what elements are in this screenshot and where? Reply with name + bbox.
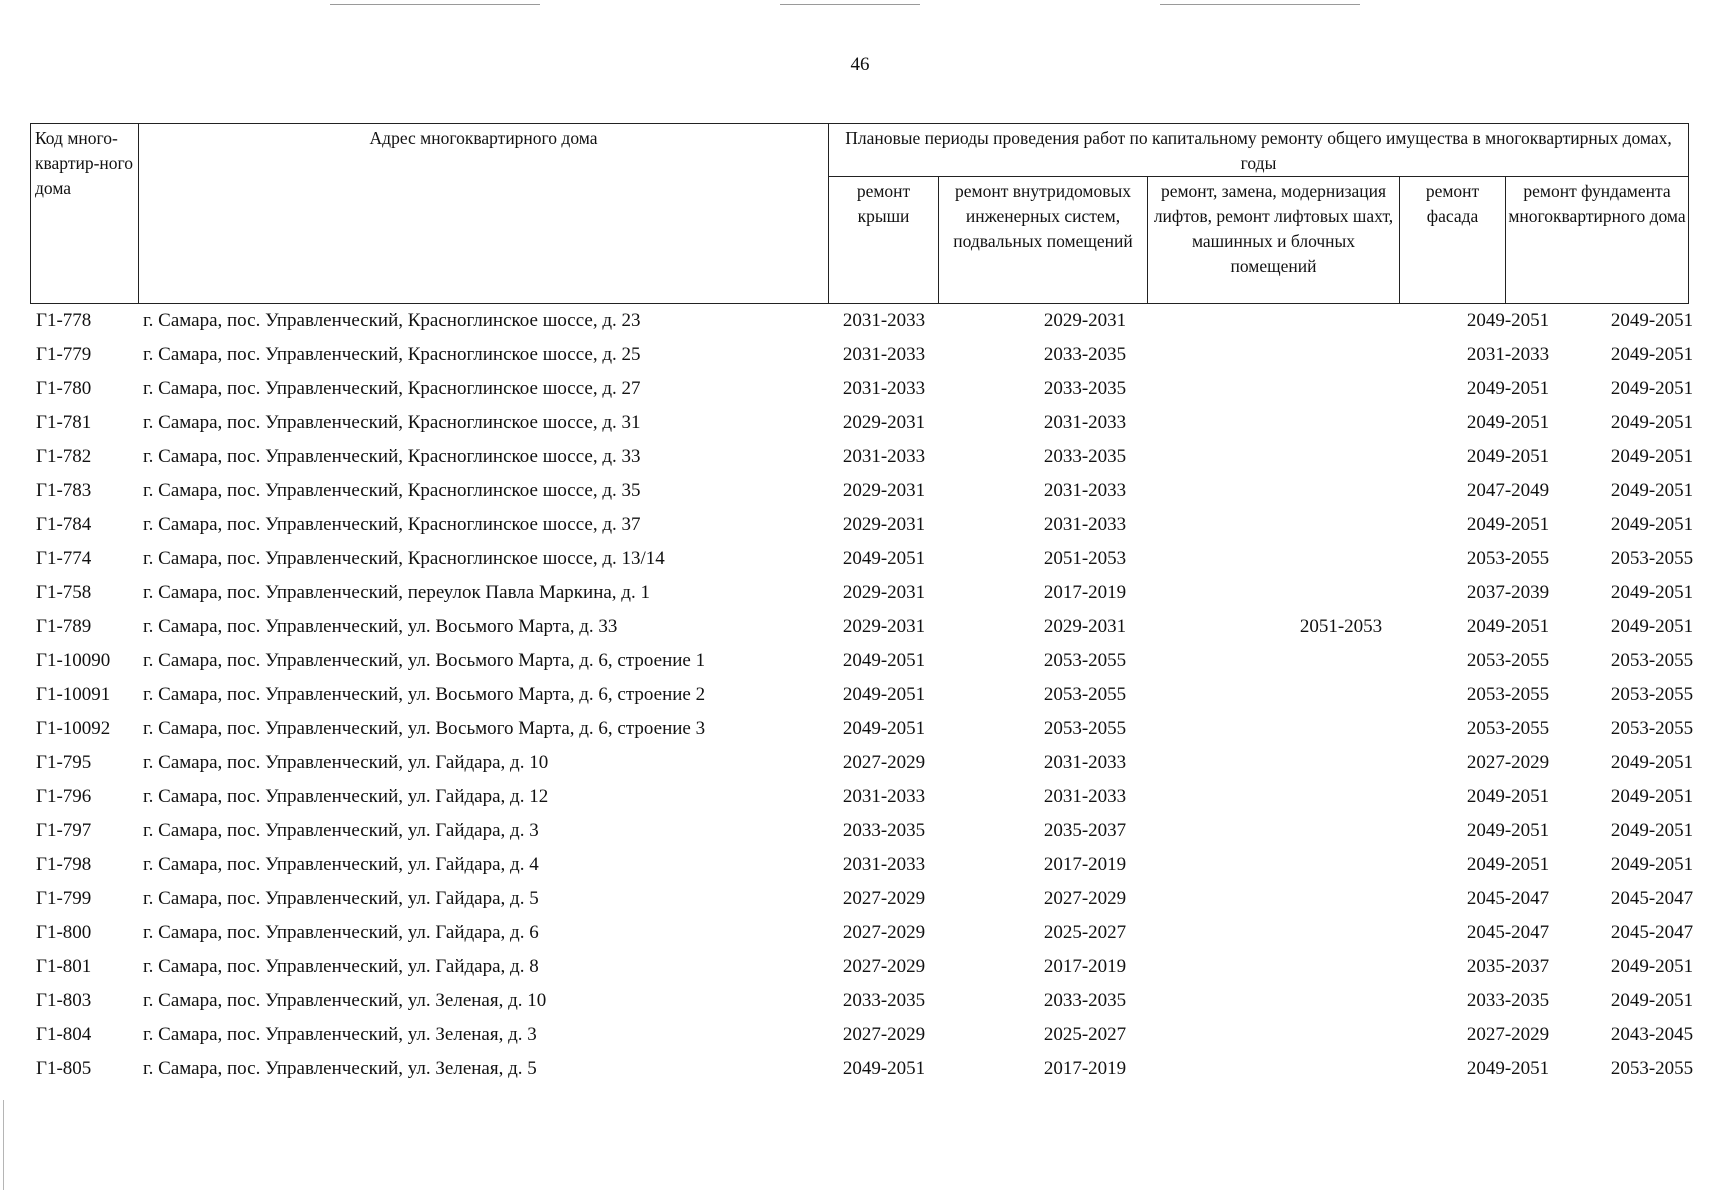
cell-foundation: 2043-2045	[1610, 1024, 1694, 1045]
table-row	[30, 882, 1694, 916]
cell-facade: 2053-2055	[1466, 650, 1550, 671]
cell-address: г. Самара, пос. Управленческий, ул. Гайдара, д. 4	[143, 854, 539, 875]
cell-code: Г1-799	[36, 888, 92, 909]
cell-facade: 2033-2035	[1466, 990, 1550, 1011]
cell-address: г. Самара, пос. Управленческий, ул. Восьмого Марта, д. 6, строение 3	[143, 718, 706, 739]
cell-address: г. Самара, пос. Управленческий, ул. Гайдара, д. 10	[143, 752, 549, 773]
cell-engineering: 2017-2019	[1043, 582, 1127, 603]
page-number: 46	[850, 54, 870, 75]
cell-address: г. Самара, пос. Управленческий, ул. Зеленая, д. 3	[143, 1024, 537, 1045]
cell-code: Г1-783	[36, 480, 92, 501]
cell-address: г. Самара, пос. Управленческий, ул. Восьмого Марта, д. 6, строение 1	[143, 650, 706, 671]
table-header	[30, 123, 1689, 304]
cell-code: Г1-781	[36, 412, 92, 433]
table-row	[30, 304, 1694, 338]
cell-address: г. Самара, пос. Управленческий, ул. Гайдара, д. 6	[143, 922, 539, 943]
cell-roof: 2029-2031	[842, 582, 926, 603]
cell-engineering: 2027-2029	[1043, 888, 1127, 909]
cell-facade: 2047-2049	[1466, 480, 1550, 501]
cell-roof: 2027-2029	[842, 1024, 926, 1045]
cell-address: г. Самара, пос. Управленческий, Красноглинское шоссе, д. 35	[143, 480, 641, 501]
cell-facade: 2037-2039	[1466, 582, 1550, 603]
cell-foundation: 2053-2055	[1610, 650, 1694, 671]
cell-foundation: 2053-2055	[1610, 684, 1694, 705]
header-periods-group: Плановые периоды проведения работ по капитальному ремонту общего имущества в многоквартирных домах, годы	[829, 124, 1689, 177]
header-facade: ремонт фасада	[1400, 177, 1506, 304]
cell-roof: 2027-2029	[842, 956, 926, 977]
cell-roof: 2033-2035	[842, 990, 926, 1011]
cell-engineering: 2031-2033	[1043, 480, 1127, 501]
cell-engineering: 2031-2033	[1043, 786, 1127, 807]
cell-address: г. Самара, пос. Управленческий, ул. Гайдара, д. 3	[143, 820, 539, 841]
header-foundation: ремонт фундамента многоквартирного дома	[1506, 177, 1689, 304]
cell-roof: 2029-2031	[842, 514, 926, 535]
table-row	[30, 950, 1694, 984]
cell-address: г. Самара, пос. Управленческий, ул. Гайдара, д. 8	[143, 956, 539, 977]
cell-facade: 2049-2051	[1466, 412, 1550, 433]
cell-engineering: 2025-2027	[1043, 1024, 1127, 1045]
table-row	[30, 712, 1694, 746]
cell-address: г. Самара, пос. Управленческий, ул. Гайдара, д. 12	[143, 786, 549, 807]
cell-facade: 2049-2051	[1466, 514, 1550, 535]
cell-code: Г1-780	[36, 378, 92, 399]
header-roof: ремонт крыши	[829, 177, 939, 304]
cell-engineering: 2053-2055	[1043, 650, 1127, 671]
table-row	[30, 338, 1694, 372]
top-scan-rule	[780, 4, 920, 5]
cell-roof: 2031-2033	[842, 786, 926, 807]
cell-address: г. Самара, пос. Управленческий, Красноглинское шоссе, д. 27	[143, 378, 641, 399]
cell-roof: 2027-2029	[842, 752, 926, 773]
cell-foundation: 2049-2051	[1610, 480, 1694, 501]
cell-foundation: 2045-2047	[1610, 888, 1694, 909]
header-address: Адрес многоквартирного дома	[139, 124, 829, 304]
cell-code: Г1-10091	[36, 684, 111, 705]
table-row	[30, 576, 1694, 610]
cell-facade: 2053-2055	[1466, 684, 1550, 705]
cell-address: г. Самара, пос. Управленческий, ул. Зеленая, д. 5	[143, 1058, 537, 1079]
cell-roof: 2031-2033	[842, 344, 926, 365]
table-row	[30, 644, 1694, 678]
table-row	[30, 542, 1694, 576]
header-engineering: ремонт внутридомовых инженерных систем, подвальных помещений	[939, 177, 1148, 304]
cell-roof: 2049-2051	[842, 548, 926, 569]
cell-foundation: 2049-2051	[1610, 412, 1694, 433]
cell-address: г. Самара, пос. Управленческий, Красноглинское шоссе, д. 37	[143, 514, 641, 535]
cell-facade: 2049-2051	[1466, 1058, 1550, 1079]
cell-engineering: 2017-2019	[1043, 956, 1127, 977]
cell-address: г. Самара, пос. Управленческий, ул. Гайдара, д. 5	[143, 888, 539, 909]
cell-engineering: 2033-2035	[1043, 378, 1127, 399]
top-scan-rule	[330, 4, 540, 5]
cell-facade: 2049-2051	[1466, 616, 1550, 637]
cell-foundation: 2049-2051	[1610, 820, 1694, 841]
table-row	[30, 474, 1694, 508]
cell-roof: 2031-2033	[842, 446, 926, 467]
cell-code: Г1-789	[36, 616, 92, 637]
cell-foundation: 2049-2051	[1610, 752, 1694, 773]
cell-foundation: 2049-2051	[1610, 582, 1694, 603]
table-row	[30, 1052, 1694, 1086]
cell-code: Г1-796	[36, 786, 92, 807]
cell-facade: 2049-2051	[1466, 310, 1550, 331]
cell-roof: 2029-2031	[842, 412, 926, 433]
cell-roof: 2031-2033	[842, 378, 926, 399]
cell-foundation: 2049-2051	[1610, 446, 1694, 467]
cell-address: г. Самара, пос. Управленческий, Красноглинское шоссе, д. 13/14	[143, 548, 665, 569]
cell-roof: 2049-2051	[842, 1058, 926, 1079]
table-row	[30, 1018, 1694, 1052]
table-row	[30, 848, 1694, 882]
cell-roof: 2029-2031	[842, 480, 926, 501]
top-scan-rule	[1160, 4, 1360, 5]
cell-foundation: 2049-2051	[1610, 786, 1694, 807]
cell-foundation: 2049-2051	[1610, 344, 1694, 365]
cell-roof: 2049-2051	[842, 684, 926, 705]
scan-edge-mark	[3, 1100, 4, 1190]
cell-lifts: 2051-2053	[1299, 616, 1383, 637]
cell-engineering: 2035-2037	[1043, 820, 1127, 841]
cell-code: Г1-758	[36, 582, 92, 603]
table-row	[30, 984, 1694, 1018]
cell-engineering: 2033-2035	[1043, 446, 1127, 467]
cell-code: Г1-782	[36, 446, 92, 467]
cell-engineering: 2017-2019	[1043, 854, 1127, 875]
cell-engineering: 2029-2031	[1043, 310, 1127, 331]
cell-engineering: 2031-2033	[1043, 752, 1127, 773]
cell-facade: 2053-2055	[1466, 718, 1550, 739]
cell-code: Г1-801	[36, 956, 92, 977]
cell-roof: 2029-2031	[842, 616, 926, 637]
cell-facade: 2045-2047	[1466, 922, 1550, 943]
cell-engineering: 2017-2019	[1043, 1058, 1127, 1079]
cell-engineering: 2033-2035	[1043, 990, 1127, 1011]
cell-foundation: 2053-2055	[1610, 718, 1694, 739]
cell-foundation: 2053-2055	[1610, 548, 1694, 569]
table-row	[30, 372, 1694, 406]
cell-address: г. Самара, пос. Управленческий, Красноглинское шоссе, д. 33	[143, 446, 641, 467]
cell-engineering: 2031-2033	[1043, 514, 1127, 535]
cell-engineering: 2053-2055	[1043, 684, 1127, 705]
cell-foundation: 2053-2055	[1610, 1058, 1694, 1079]
cell-roof: 2027-2029	[842, 888, 926, 909]
cell-code: Г1-10090	[36, 650, 111, 671]
cell-code: Г1-784	[36, 514, 92, 535]
table-row	[30, 746, 1694, 780]
cell-roof: 2033-2035	[842, 820, 926, 841]
table-row	[30, 678, 1694, 712]
cell-facade: 2049-2051	[1466, 446, 1550, 467]
cell-foundation: 2049-2051	[1610, 854, 1694, 875]
cell-code: Г1-805	[36, 1058, 92, 1079]
cell-facade: 2035-2037	[1466, 956, 1550, 977]
cell-facade: 2049-2051	[1466, 854, 1550, 875]
table-row	[30, 814, 1694, 848]
cell-code: Г1-10092	[36, 718, 111, 739]
table-row	[30, 508, 1694, 542]
cell-facade: 2031-2033	[1466, 344, 1550, 365]
cell-code: Г1-779	[36, 344, 92, 365]
cell-facade: 2045-2047	[1466, 888, 1550, 909]
cell-address: г. Самара, пос. Управленческий, Красноглинское шоссе, д. 31	[143, 412, 641, 433]
header-code: Код много-квартир-ного дома	[31, 124, 139, 304]
table-row	[30, 780, 1694, 814]
cell-code: Г1-774	[36, 548, 92, 569]
table-row	[30, 440, 1694, 474]
cell-address: г. Самара, пос. Управленческий, ул. Восьмого Марта, д. 6, строение 2	[143, 684, 706, 705]
table-row	[30, 916, 1694, 950]
cell-engineering: 2033-2035	[1043, 344, 1127, 365]
cell-roof: 2031-2033	[842, 854, 926, 875]
cell-foundation: 2049-2051	[1610, 956, 1694, 977]
cell-address: г. Самара, пос. Управленческий, ул. Зеленая, д. 10	[143, 990, 547, 1011]
cell-code: Г1-803	[36, 990, 92, 1011]
table-row	[30, 406, 1694, 440]
cell-facade: 2027-2029	[1466, 752, 1550, 773]
cell-engineering: 2031-2033	[1043, 412, 1127, 433]
table-body	[30, 304, 1694, 1086]
cell-foundation: 2049-2051	[1610, 378, 1694, 399]
cell-address: г. Самара, пос. Управленческий, Красноглинское шоссе, д. 25	[143, 344, 641, 365]
cell-address: г. Самара, пос. Управленческий, Красноглинское шоссе, д. 23	[143, 310, 641, 331]
cell-engineering: 2053-2055	[1043, 718, 1127, 739]
cell-roof: 2027-2029	[842, 922, 926, 943]
cell-code: Г1-800	[36, 922, 92, 943]
cell-facade: 2049-2051	[1466, 786, 1550, 807]
cell-facade: 2053-2055	[1466, 548, 1550, 569]
cell-foundation: 2049-2051	[1610, 514, 1694, 535]
cell-foundation: 2045-2047	[1610, 922, 1694, 943]
cell-roof: 2049-2051	[842, 718, 926, 739]
cell-code: Г1-778	[36, 310, 92, 331]
cell-engineering: 2025-2027	[1043, 922, 1127, 943]
cell-code: Г1-795	[36, 752, 92, 773]
cell-facade: 2049-2051	[1466, 378, 1550, 399]
cell-code: Г1-797	[36, 820, 92, 841]
cell-roof: 2049-2051	[842, 650, 926, 671]
cell-address: г. Самара, пос. Управленческий, ул. Восьмого Марта, д. 33	[143, 616, 618, 637]
cell-code: Г1-804	[36, 1024, 92, 1045]
cell-facade: 2049-2051	[1466, 820, 1550, 841]
cell-engineering: 2051-2053	[1043, 548, 1127, 569]
cell-foundation: 2049-2051	[1610, 990, 1694, 1011]
cell-foundation: 2049-2051	[1610, 616, 1694, 637]
table-row	[30, 610, 1694, 644]
cell-facade: 2027-2029	[1466, 1024, 1550, 1045]
cell-roof: 2031-2033	[842, 310, 926, 331]
cell-address: г. Самара, пос. Управленческий, переулок Павла Маркина, д. 1	[143, 582, 650, 603]
cell-engineering: 2029-2031	[1043, 616, 1127, 637]
cell-foundation: 2049-2051	[1610, 310, 1694, 331]
cell-code: Г1-798	[36, 854, 92, 875]
header-lifts: ремонт, замена, модернизация лифтов, ремонт лифтовых шахт, машинных и блочных помещений	[1148, 177, 1400, 304]
